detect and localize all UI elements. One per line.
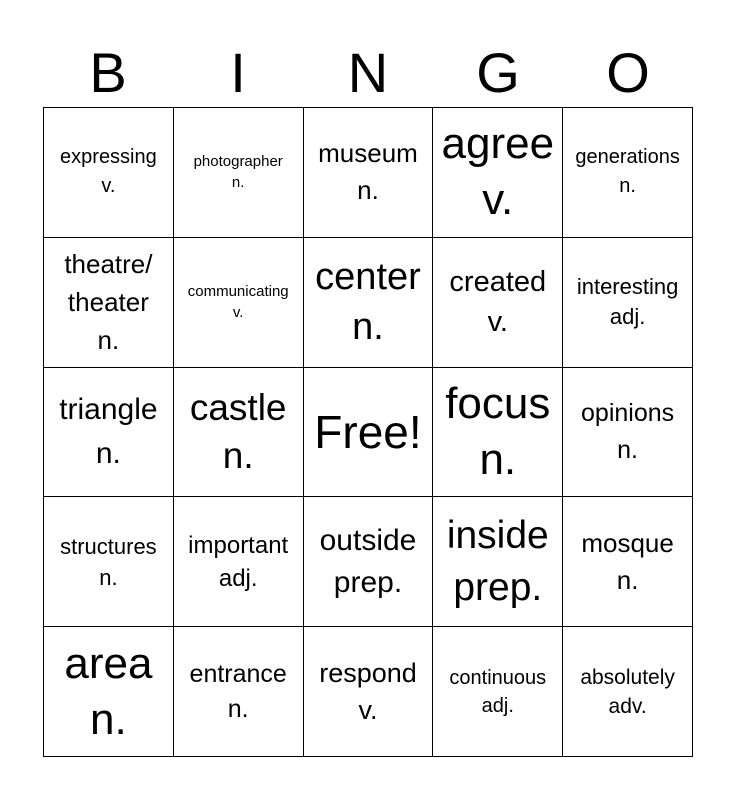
bingo-cell[interactable] bbox=[174, 368, 304, 498]
bingo-cell[interactable] bbox=[563, 627, 693, 757]
cell-word: structures n. bbox=[60, 533, 157, 590]
bingo-cell[interactable] bbox=[433, 238, 563, 368]
bingo-cell[interactable] bbox=[433, 627, 563, 757]
header-letter-b: B bbox=[89, 41, 127, 104]
free-space-label: Free! bbox=[314, 405, 422, 458]
cell-word: inside prep. bbox=[446, 513, 549, 609]
bingo-cell[interactable] bbox=[44, 497, 174, 627]
bingo-cell[interactable] bbox=[433, 368, 563, 498]
cell-word: center n. bbox=[315, 256, 421, 349]
cell-word: theatre/ theater n. bbox=[64, 249, 153, 356]
cell-word: focus n. bbox=[445, 378, 551, 484]
free-space-cell[interactable] bbox=[304, 368, 434, 498]
bingo-cell[interactable] bbox=[563, 497, 693, 627]
cell-word: generations n. bbox=[575, 146, 680, 198]
cell-word: area n. bbox=[64, 638, 153, 744]
header-letter-i: I bbox=[230, 41, 246, 104]
cell-word: continuous adj. bbox=[449, 666, 547, 717]
cell-word: expressing v. bbox=[60, 146, 157, 198]
cell-word: respond v. bbox=[319, 657, 417, 725]
bingo-cell[interactable] bbox=[433, 108, 563, 238]
bingo-cell[interactable] bbox=[44, 627, 174, 757]
cell-word: communicating v. bbox=[187, 283, 289, 322]
bingo-cell[interactable] bbox=[174, 108, 304, 238]
bingo-cell[interactable] bbox=[44, 368, 174, 498]
cell-word: absolutely adv. bbox=[580, 665, 675, 718]
cell-word: opinions n. bbox=[581, 398, 675, 464]
header-letter-g: G bbox=[476, 41, 520, 104]
bingo-cell[interactable] bbox=[433, 497, 563, 627]
bingo-cell[interactable] bbox=[563, 368, 693, 498]
cell-word: photographer n. bbox=[193, 153, 283, 192]
cell-word: castle n. bbox=[189, 386, 287, 476]
cell-word: triangle n. bbox=[59, 392, 158, 470]
bingo-card bbox=[43, 107, 693, 757]
bingo-cell[interactable] bbox=[563, 108, 693, 238]
bingo-cell[interactable] bbox=[304, 108, 434, 238]
cell-word: interesting adj. bbox=[576, 274, 679, 330]
bingo-cell[interactable] bbox=[304, 627, 434, 757]
bingo-cell[interactable] bbox=[44, 108, 174, 238]
cell-word: museum n. bbox=[318, 138, 418, 206]
bingo-header bbox=[43, 40, 693, 106]
bingo-cell[interactable] bbox=[174, 627, 304, 757]
cell-word: created v. bbox=[449, 266, 547, 339]
cell-word: important adj. bbox=[188, 531, 289, 592]
cell-word: mosque n. bbox=[581, 527, 674, 595]
bingo-cell[interactable] bbox=[174, 497, 304, 627]
bingo-cell[interactable] bbox=[304, 238, 434, 368]
bingo-cell[interactable] bbox=[304, 497, 434, 627]
cell-word: outside prep. bbox=[319, 523, 417, 599]
cell-word: entrance n. bbox=[189, 659, 287, 723]
bingo-cell[interactable] bbox=[174, 238, 304, 368]
cell-word: agree v. bbox=[441, 119, 555, 225]
bingo-cell[interactable] bbox=[563, 238, 693, 368]
header-letter-n: N bbox=[347, 41, 389, 104]
header-letter-o: O bbox=[606, 41, 650, 104]
bingo-cell[interactable] bbox=[44, 238, 174, 368]
